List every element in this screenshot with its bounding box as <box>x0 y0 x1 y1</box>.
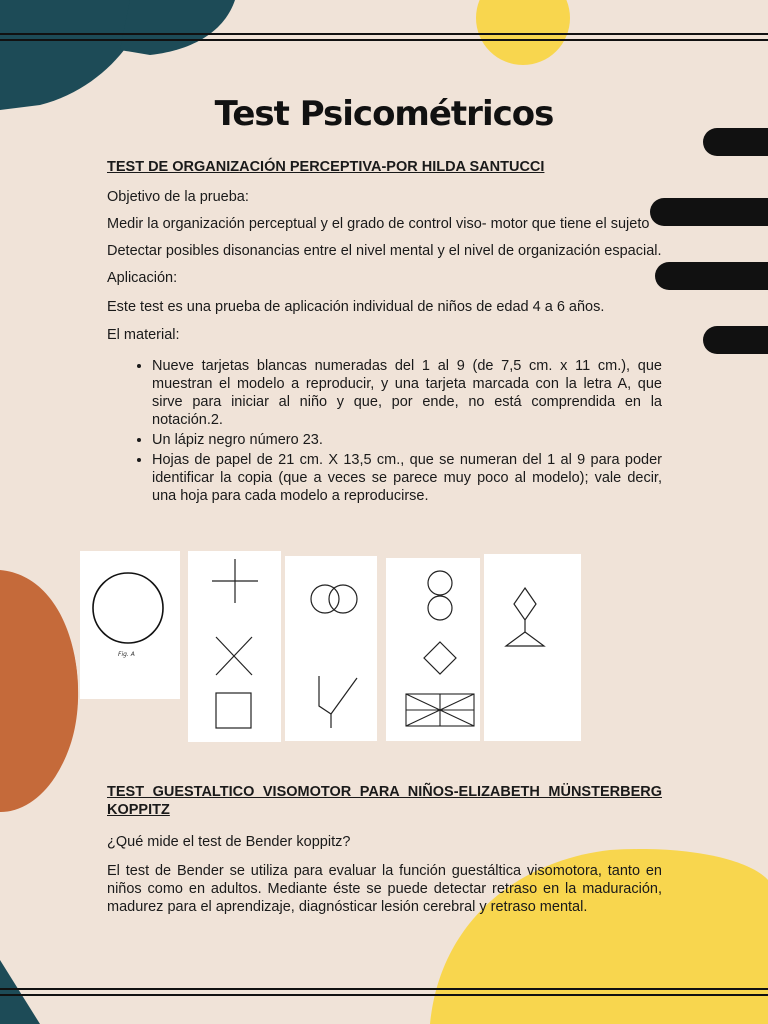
dash-2 <box>650 198 768 226</box>
figure-card-1 <box>188 551 281 742</box>
orange-shape <box>0 570 78 812</box>
figure-card-a <box>80 551 180 699</box>
divided-rectangle-figure <box>406 694 474 726</box>
stacked-circles-figure <box>428 571 452 620</box>
teal-leaf-bottom <box>0 960 40 1024</box>
top-rule-2 <box>0 39 768 41</box>
page-title: Test Psicométricos <box>214 94 554 134</box>
section-1 <box>107 158 662 507</box>
teal-leaf-top-2 <box>120 0 235 55</box>
diamond-figure <box>424 642 456 674</box>
figure-card-3 <box>386 558 480 741</box>
bottom-rule <box>0 988 768 990</box>
section-2-question: ¿Qué mide el test de Bender koppitz? <box>107 834 351 850</box>
material-list <box>107 357 662 505</box>
material-item: • Un lápiz negro número 23. <box>152 431 662 449</box>
figure-card-2 <box>285 556 377 741</box>
figure-card-4 <box>484 554 581 741</box>
aplicacion-label: Aplicación: <box>107 270 178 286</box>
dash-3 <box>655 262 768 290</box>
top-rule <box>0 33 768 35</box>
section-2-heading: TEST GUESTALTICO VISOMOTOR PARA NIÑOS-ELIZABETH MÜNSTERBERG KOPPITZ <box>107 784 662 818</box>
circle-figure <box>93 573 163 643</box>
dash-4 <box>703 326 768 354</box>
objetivo-2: Detectar posibles disonancias entre el nivel mental y el nivel de organización espacial. <box>107 243 662 259</box>
x-figure <box>216 637 252 675</box>
section-2-answer: El test de Bender se utiliza para evaluar la función guestáltica visomotora, tanto en niños como en adultos. Mediante éste se puede detectar retraso en la maduración, madurez para el aprendizaje, diagnósticar lesión cerebral y retraso mental. <box>107 863 662 915</box>
aplicacion-text: Este test es una prueba de aplicación individual de niños de edad 4 a 6 años. <box>107 299 605 315</box>
diamond-triangle-figure <box>506 588 544 646</box>
two-circles-figure <box>311 585 357 613</box>
objetivo-label: Objetivo de la prueba: <box>107 189 249 205</box>
material-label: El material: <box>107 327 180 343</box>
angle-lines-figure <box>319 676 357 728</box>
material-item: • Hojas de papel de 21 cm. X 13,5 cm., que se numeran del 1 al 9 para poder identificar la copia (que a veces se parece muy poco al modelo); vale decir, una hoja para cada modelo a reproducirse. <box>152 451 662 505</box>
objetivo-1: Medir la organización perceptual y el grado de control viso- motor que tiene el sujeto <box>107 216 650 232</box>
bottom-rule-2 <box>0 994 768 996</box>
cross-figure <box>212 559 258 603</box>
fig-a-caption: Fig. A <box>118 651 135 658</box>
section-2 <box>107 783 662 916</box>
section-1-heading: TEST DE ORGANIZACIÓN PERCEPTIVA-POR HILDA SANTUCCI <box>107 159 545 175</box>
square-figure <box>216 693 251 728</box>
material-item: • Nueve tarjetas blancas numeradas del 1 al 9 (de 7,5 cm. x 11 cm.), que muestran el modelo a reproducir, y una tarjeta marcada con la letra A, que sirve para iniciar al niño y que, por ende, no está comprendida en la notación.2. <box>152 357 662 429</box>
